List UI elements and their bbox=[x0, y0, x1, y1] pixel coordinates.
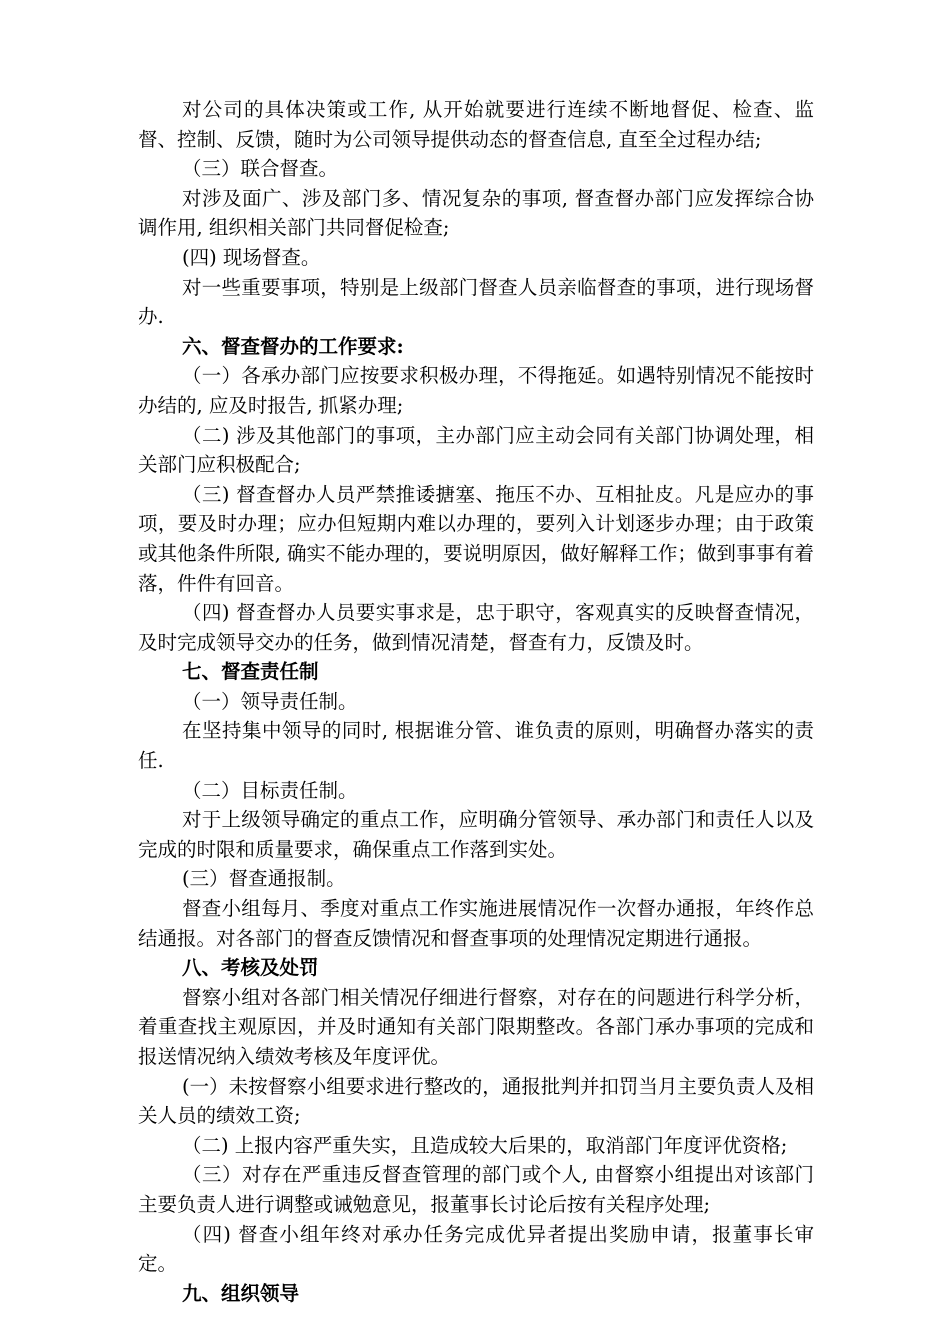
paragraph: （四) 督查督办人员要实事求是，忠于职守，客观真实的反映督查情况，及时完成领导交办的任务，做到情况清楚，督查有力，反馈及时。 bbox=[138, 601, 814, 654]
paragraph: 对于上级领导确定的重点工作，应明确分管领导、承办部门和责任人以及完成的时限和质量要求，确保重点工作落到实处。 bbox=[138, 808, 814, 861]
paragraph: (四) 现场督查。 bbox=[182, 245, 321, 269]
paragraph: （二) 上报内容严重失实，且造成较大后果的，取消部门年度评优资格; bbox=[182, 1133, 788, 1157]
paragraph: 督察小组对各部门相关情况仔细进行督察，对存在的问题进行科学分析，着重查找主观原因，并及时通知有关部门限期整改。各部门承办事项的完成和报送情况纳入绩效考核及年度评优。 bbox=[138, 985, 814, 1068]
paragraph: 督查小组每月、季度对重点工作实施进展情况作一次督办通报，年终作总结通报。对各部门的督查反馈情况和督查事项的处理情况定期进行通报。 bbox=[138, 897, 814, 950]
paragraph: 对公司的具体决策或工作, 从开始就要进行连续不断地督促、检查、监督、控制、反馈，随时为公司领导提供动态的督查信息, 直至全过程办结; bbox=[138, 98, 814, 151]
paragraph: （一）各承办部门应按要求积极办理，不得拖延。如遇特别情况不能按时办结的, 应及时报告, 抓紧办理; bbox=[138, 364, 814, 417]
paragraph: (一）未按督察小组要求进行整改的，通报批判并扣罚当月主要负责人及相关人员的绩效工资; bbox=[138, 1074, 814, 1128]
paragraph: 在坚持集中领导的同时, 根据谁分管、谁负责的原则，明确督办落实的责任. bbox=[138, 719, 814, 773]
paragraph: （二）目标责任制。 bbox=[182, 778, 358, 802]
section-heading: 八、考核及处罚 bbox=[182, 956, 319, 980]
paragraph: 对涉及面广、涉及部门多、情况复杂的事项, 督查督办部门应发挥综合协调作用, 组织相关部门共同督促检查; bbox=[138, 186, 814, 240]
paragraph: （四) 督查小组年终对承办任务完成优异者提出奖励申请，报董事长审定。 bbox=[138, 1222, 814, 1276]
paragraph: (三）督查通报制。 bbox=[182, 867, 346, 891]
paragraph: （三) 督查督办人员严禁推诿搪塞、拖压不办、互相扯皮。凡是应办的事项，要及时办理；应办但短期内难以办理的，要列入计划逐步办理；由于政策或其他条件所限, 确实不能办理的，要说明原因，做好解释工作；做到事事有着落，件件有回音。 bbox=[138, 482, 814, 595]
paragraph: 对一些重要事项，特别是上级部门督查人员亲临督查的事项，进行现场督办. bbox=[138, 275, 814, 329]
section-heading: 六、督查督办的工作要求: bbox=[182, 334, 404, 358]
paragraph: （三）联合督查。 bbox=[182, 157, 339, 181]
document-page bbox=[138, 95, 814, 1308]
paragraph: （二) 涉及其他部门的事项，主办部门应主动会同有关部门协调处理，相关部门应积极配合; bbox=[138, 423, 814, 477]
section-heading: 九、组织领导 bbox=[182, 1281, 300, 1305]
paragraph: （一）领导责任制。 bbox=[182, 689, 358, 713]
section-heading: 七、督查责任制 bbox=[182, 660, 319, 684]
paragraph: （三）对存在严重违反督查管理的部门或个人, 由督察小组提出对该部门主要负责人进行调整或诫勉意见，报董事长讨论后按有关程序处理; bbox=[138, 1163, 814, 1216]
